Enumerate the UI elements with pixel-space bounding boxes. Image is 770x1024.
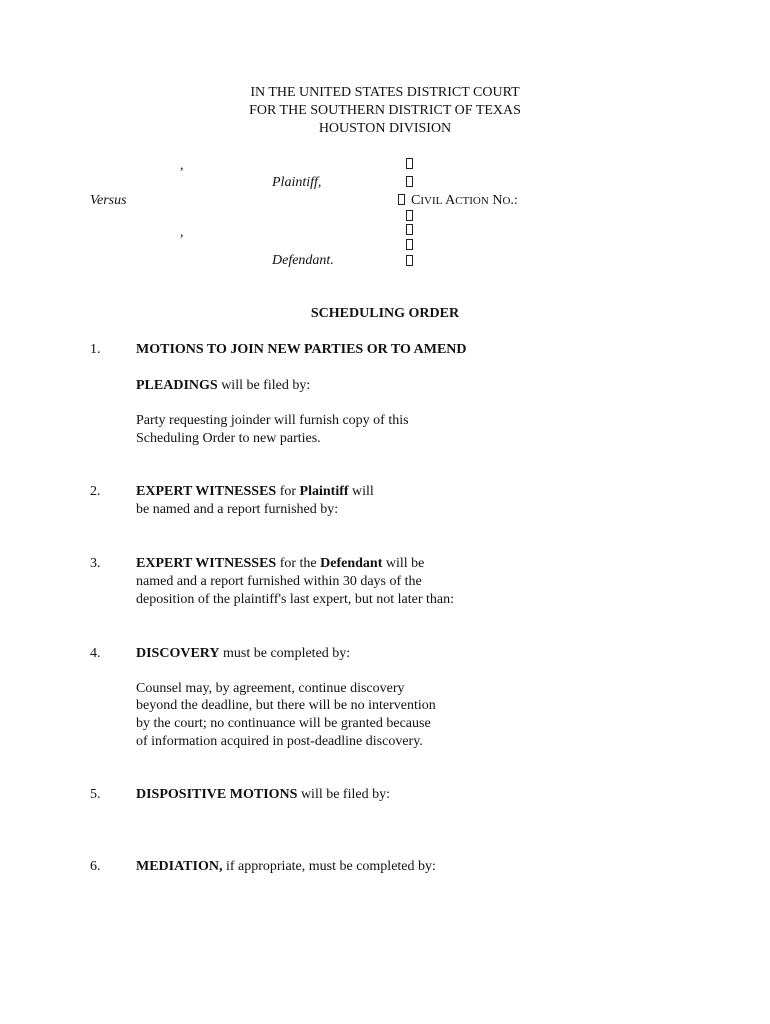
- section-text: EXPERT WITNESSES for the Defendant will be: [136, 556, 425, 571]
- section-text: deposition of the plaintiff's last expert, but not later than:: [136, 592, 454, 607]
- caption-divider-box-icon: [406, 156, 413, 174]
- section-note: beyond the deadline, but there will be no intervention: [136, 698, 436, 713]
- civil-action-number: CIVIL ACTION NO.:: [411, 193, 518, 208]
- section-text: PLEADINGS will be filed by:: [136, 378, 311, 393]
- court-name: IN THE UNITED STATES DISTRICT COURT: [250, 85, 520, 100]
- court-district: FOR THE SOUTHERN DISTRICT OF TEXAS: [249, 103, 521, 118]
- section-note: Counsel may, by agreement, continue discovery: [136, 681, 405, 696]
- section-text: be named and a report furnished by:: [136, 502, 339, 517]
- section-number: 5.: [90, 787, 101, 802]
- section-text: EXPERT WITNESSES for Plaintiff will: [136, 484, 374, 499]
- section-text: named and a report furnished within 30 days of the: [136, 574, 422, 589]
- versus-label: Versus: [90, 193, 127, 208]
- section-number: 6.: [90, 859, 101, 874]
- section-number: 4.: [90, 646, 101, 661]
- caption-divider-box-icon: [398, 192, 405, 210]
- section-number: 1.: [90, 342, 101, 357]
- section-text: MEDIATION, if appropriate, must be completed by:: [136, 859, 436, 874]
- defendant-name-blank: ,: [180, 225, 184, 240]
- document-title: SCHEDULING ORDER: [310, 306, 460, 321]
- court-division: HOUSTON DIVISION: [318, 121, 452, 136]
- section-note: Party requesting joinder will furnish copy of this: [136, 413, 409, 428]
- section-note: by the court; no continuance will be granted because: [136, 716, 431, 731]
- section-note: of information acquired in post-deadline discovery.: [136, 734, 423, 749]
- caption-divider-box-icon: [406, 253, 413, 271]
- plaintiff-name-blank: ,: [180, 158, 184, 173]
- caption-divider-box-icon: [406, 174, 413, 192]
- defendant-label: Defendant.: [272, 253, 334, 268]
- plaintiff-label: Plaintiff,: [272, 175, 322, 190]
- section-heading: MOTIONS TO JOIN NEW PARTIES OR TO AMEND: [136, 342, 467, 357]
- section-text: DISPOSITIVE MOTIONS will be filed by:: [136, 787, 390, 802]
- section-text: DISCOVERY must be completed by:: [136, 646, 351, 661]
- section-number: 3.: [90, 556, 101, 571]
- section-note: Scheduling Order to new parties.: [136, 431, 321, 446]
- section-number: 2.: [90, 484, 101, 499]
